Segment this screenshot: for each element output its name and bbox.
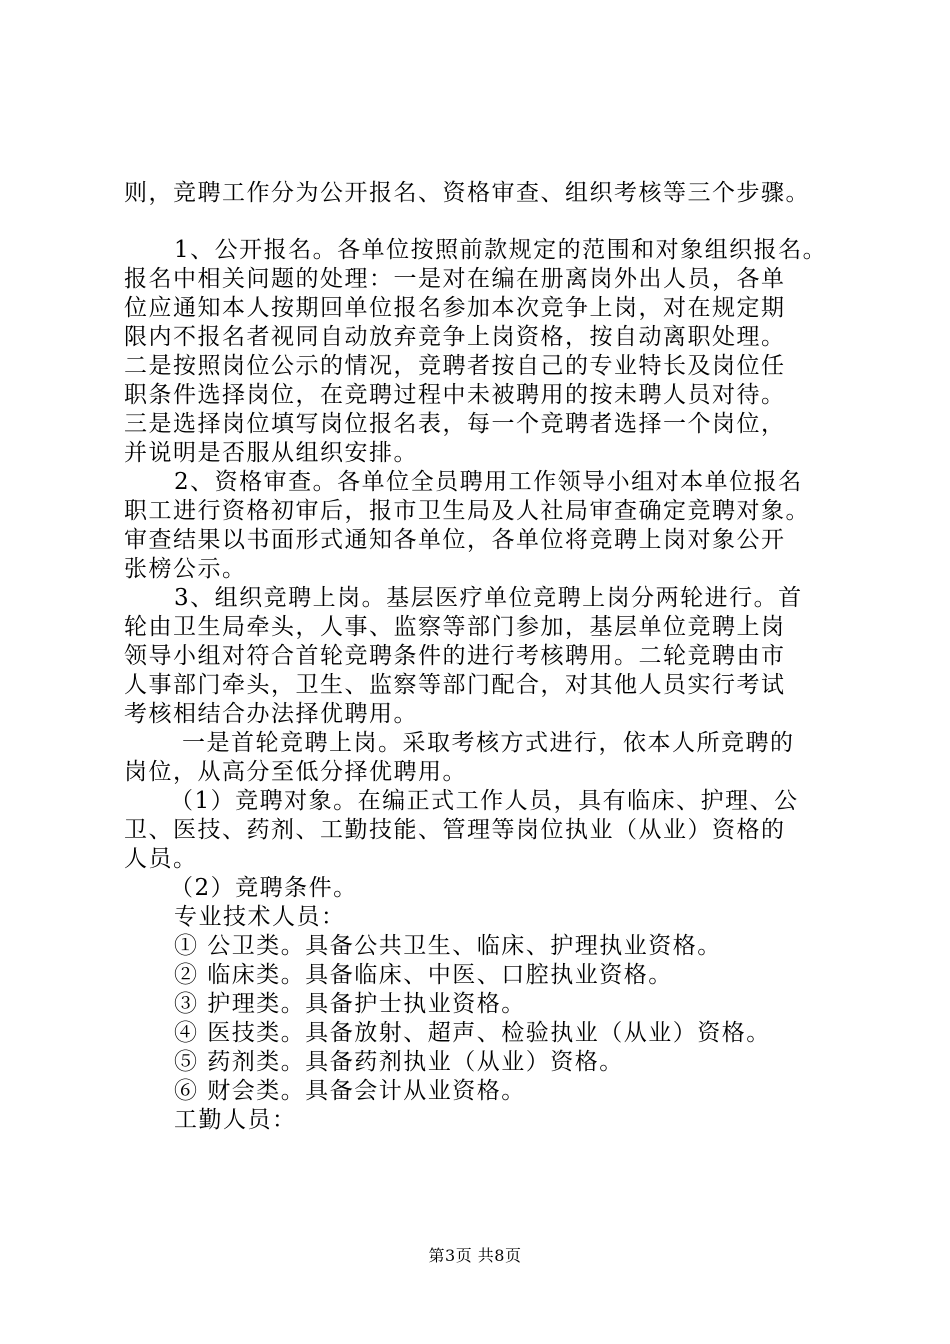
paragraph-line: 一是首轮竞聘上岗。采取考核方式进行，依本人所竞聘的 (182, 730, 795, 756)
paragraph-spacer (124, 208, 836, 236)
paragraph-line: 位应通知本人按期回单位报名参加本次竞争上岗，对在规定期 (124, 295, 786, 321)
paragraph-line: 限内不报名者视同自动放弃竞争上岗资格，按自动离职处理。 (124, 324, 786, 350)
paragraph-line: 考核相结合办法择优聘用。 (124, 701, 418, 727)
paragraph-line: 三是选择岗位填写岗位报名表，每一个竞聘者选择一个岗位， (124, 411, 786, 437)
list-item: ② 临床类。具备临床、中医、口腔执业资格。 (174, 962, 673, 988)
list-item: ⑤ 药剂类。具备药剂执业（从业）资格。 (174, 1049, 624, 1075)
paragraph-line: 张榜公示。 (124, 556, 247, 582)
paragraph-line: 并说明是否服从组织安排。 (124, 440, 418, 466)
list-item: ⑥ 财会类。具备会计从业资格。 (174, 1078, 526, 1104)
list-item: ④ 医技类。具备放射、超声、检验执业（从业）资格。 (174, 1020, 771, 1046)
list-item: ③ 护理类。具备护士执业资格。 (174, 991, 526, 1017)
paragraph-line: 2、资格审查。各单位全员聘用工作领导小组对本单位报名 (174, 469, 803, 495)
paragraph-line: （2）竞聘条件。 (170, 875, 358, 901)
paragraph-line: 职工进行资格初审后，报市卫生局及人社局审查确定竞聘对象。 (124, 498, 810, 524)
paragraph-line: 领导小组对符合首轮竞聘条件的进行考核聘用。二轮竞聘由市 (124, 643, 786, 669)
document-body (124, 179, 836, 1135)
paragraph-line: 则，竞聘工作分为公开报名、资格审查、组织考核等三个步骤。 (124, 180, 810, 206)
paragraph-line: 轮由卫生局牵头，人事、监察等部门参加，基层单位竞聘上岗 (124, 614, 786, 640)
paragraph-line: 人员。 (124, 846, 198, 872)
paragraph-line: 3、组织竞聘上岗。基层医疗单位竞聘上岗分两轮进行。首 (174, 585, 803, 611)
paragraph-line: 岗位，从高分至低分择优聘用。 (124, 759, 467, 785)
paragraph-line: 二是按照岗位公示的情况，竞聘者按自己的专业特长及岗位任 (124, 353, 786, 379)
paragraph-line: 卫、医技、药剂、工勤技能、管理等岗位执业（从业）资格的 (124, 817, 786, 843)
paragraph-line: 1、公开报名。各单位按照前款规定的范围和对象组织报名。 (174, 237, 828, 263)
paragraph-line: 工勤人员： (174, 1107, 297, 1133)
paragraph-line: （1）竞聘对象。在编正式工作人员，具有临床、护理、公 (170, 788, 799, 814)
paragraph-line: 人事部门牵头，卫生、监察等部门配合，对其他人员实行考试 (124, 672, 786, 698)
paragraph-line: 报名中相关问题的处理：一是对在编在册离岗外出人员，各单 (124, 266, 786, 292)
page-number-footer: 第3页 共8页 (428, 1246, 522, 1265)
paragraph-line: 职条件选择岗位，在竞聘过程中未被聘用的按未聘人员对待。 (124, 382, 786, 408)
list-item: ① 公卫类。具备公共卫生、临床、护理执业资格。 (174, 933, 722, 959)
paragraph-line: 审查结果以书面形式通知各单位，各单位将竞聘上岗对象公开 (124, 527, 786, 553)
paragraph-line: 专业技术人员： (174, 904, 346, 930)
